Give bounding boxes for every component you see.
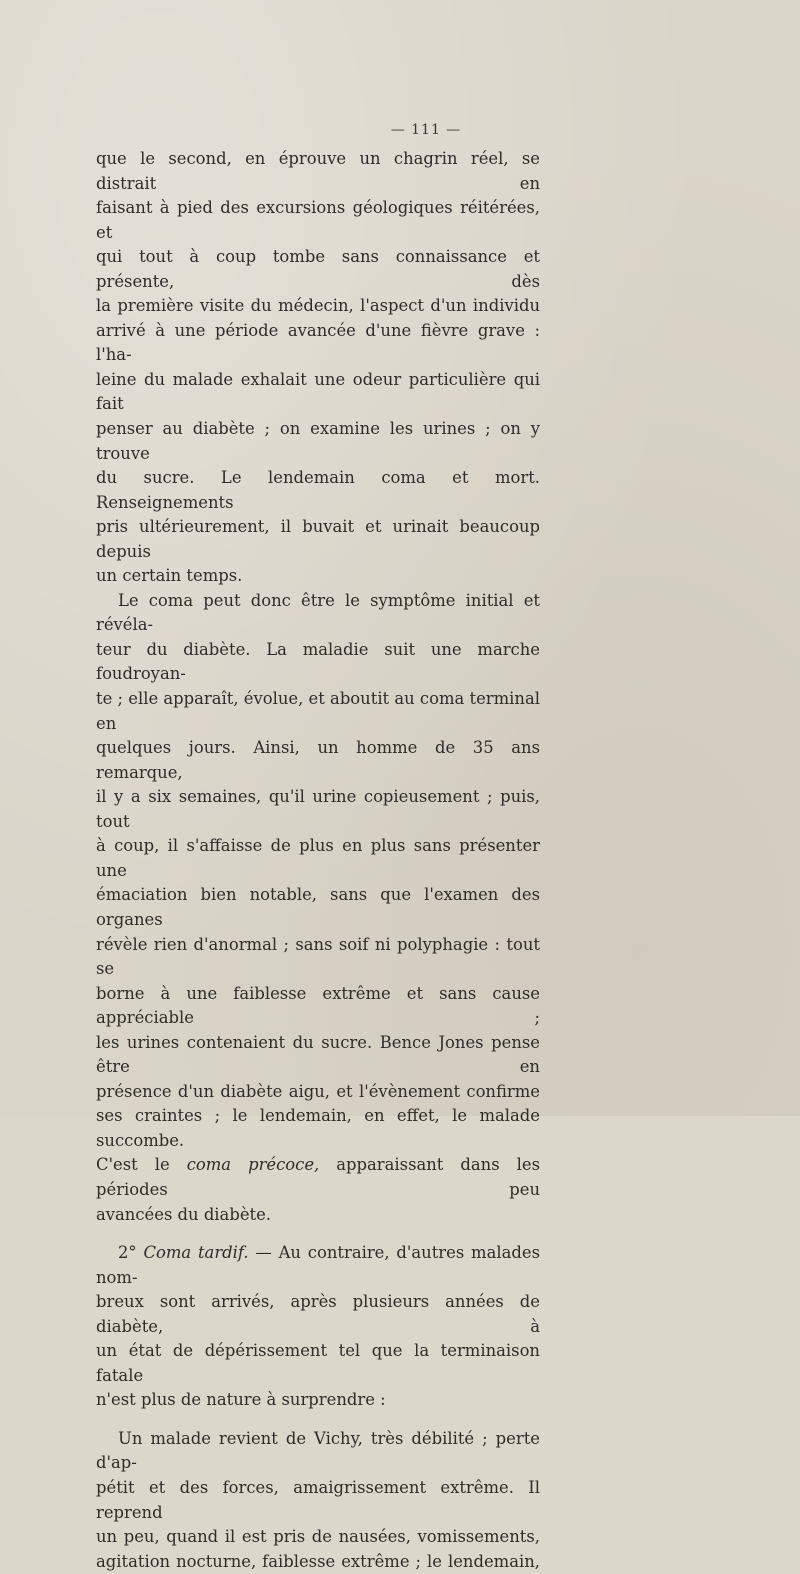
text-line: qui tout à coup tombe sans connaissance et présente, dès [96,247,540,291]
text-fragment: apparaissant dans les périodes peu [96,1155,540,1199]
italic-term: coma précoce, [186,1155,320,1175]
text-line: un certain temps. [96,566,243,586]
text-line: pétit et des forces, amaigrissement extrême. Il reprend [96,1477,540,1522]
text-line: breux sont arrivés, après plusieurs années de diabète, à [96,1292,540,1336]
text-line: avancées du diabète. [96,1204,272,1224]
text-line: pris ultérieurement, il buvait et urinait beaucoup depuis [96,517,540,561]
text-line: Un malade revient de Vichy, très débilité ; perte d'ap- [96,1428,540,1473]
text-line: n'est plus de nature à surprendre : [96,1390,386,1410]
text-fragment: — Au contraire, d'autres malades nom- [96,1243,540,1287]
page-number: — 111 — [390,122,462,138]
text-line: agitation nocturne, faiblesse extrême ; le lendemain, [96,1551,540,1571]
text-fragment: C'est le [96,1155,187,1175]
text-line: faisant à pied des excursions géologiques réitérées, et [96,198,540,242]
text-line: un peu, quand il est pris de nausées, vomissements, [96,1527,540,1547]
text-line: du sucre. Le lendemain coma et mort. Renseignements [96,468,540,512]
text-line: à coup, il s'affaisse de plus en plus sans présenter une [96,836,540,880]
text-line: émaciation bien notable, sans que l'examen des organes [96,885,540,929]
text-line [96,1153,540,1202]
text-line: que le second, en éprouve un chagrin réel, se distrait en [96,149,540,193]
section-heading-line [96,1241,540,1290]
text-line: les urines contenaient du sucre. Bence Jones pense être en [96,1032,540,1077]
text-line: la première visite du médecin, l'aspect d'un individu [96,296,540,316]
text-line: teur du diabète. La maladie suit une marche foudroyan- [96,639,540,684]
text-line: révèle rien d'anormal ; sans soif ni polyphagie : tout se [96,934,540,979]
text-line: penser au diabète ; on examine les urines ; on y trouve [96,419,540,463]
text-line: quelques jours. Ainsi, un homme de 35 ans remarque, [96,738,540,782]
heading-number: 2° [118,1243,144,1263]
text-line: ses craintes ; le lendemain, en effet, le malade succombe. [96,1106,540,1150]
body-text [96,147,540,1574]
text-line: Le coma peut donc être le symptôme initial et révéla- [96,590,540,635]
text-line: présence d'un diabète aigu, et l'évènement confirme [96,1081,540,1101]
italic-term: Coma tardif. [143,1243,249,1263]
text-line: il y a six semaines, qu'il urine copieusement ; puis, tout [96,787,540,831]
text-line: te ; elle apparaît, évolue, et aboutit au coma terminal en [96,689,540,733]
text-line: borne à une faiblesse extrême et sans cause appréciable ; [96,983,540,1028]
text-line: un état de dépérissement tel que la terminaison fatale [96,1341,540,1385]
text-line: arrivé à une période avancée d'une fièvre grave : l'ha- [96,320,540,365]
text-line: leine du malade exhalait une odeur particulière qui fait [96,369,540,414]
